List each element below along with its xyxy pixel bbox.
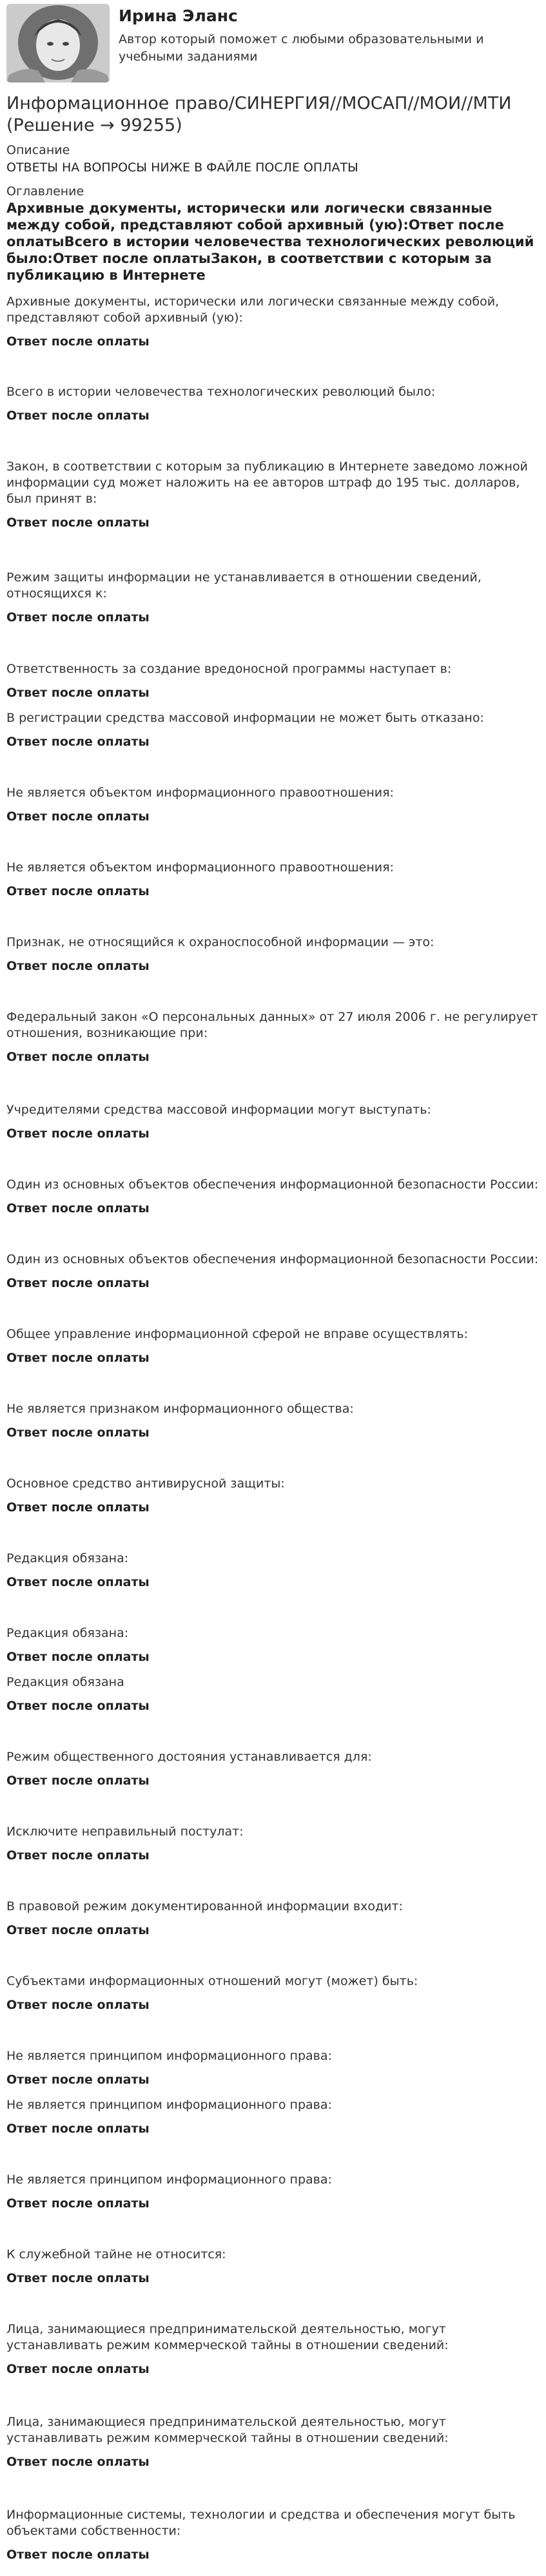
question-text: Признак, не относящийся к охраноспособной информации — это: xyxy=(6,935,434,949)
answer-placeholder: Ответ после оплаты xyxy=(6,809,150,824)
answer-placeholder: Ответ после оплаты xyxy=(6,959,150,973)
qa-item xyxy=(6,935,541,974)
qa-item xyxy=(6,2172,541,2211)
answer-placeholder: Ответ после оплаты xyxy=(6,334,150,349)
answer-placeholder: Ответ после оплаты xyxy=(6,1650,150,1664)
answer-placeholder: Ответ после оплаты xyxy=(6,1426,150,1440)
qa-item xyxy=(6,1476,541,1515)
author-description: Автор который поможет с любыми образовательными и учебными заданиями xyxy=(119,32,484,64)
answer-placeholder: Ответ после оплаты xyxy=(6,1699,150,1713)
qa-item xyxy=(6,2247,541,2286)
qa-item xyxy=(6,570,541,625)
answer-placeholder: Ответ после оплаты xyxy=(6,2073,150,2087)
question-text: Всего в истории человечества технологических революций было: xyxy=(6,385,436,399)
question-text: Не является объектом информационного правоотношения: xyxy=(6,786,394,800)
answer-placeholder: Ответ после оплаты xyxy=(6,735,150,749)
answer-placeholder: Ответ после оплаты xyxy=(6,1774,150,1788)
qa-item xyxy=(6,1973,541,2013)
qa-item xyxy=(6,1625,541,1665)
question-text: Исключите неправильный постулат: xyxy=(6,1825,244,1839)
qa-item xyxy=(6,1326,541,1366)
qa-item xyxy=(6,2321,541,2377)
question-text: Не является принципом информационного права: xyxy=(6,2098,332,2112)
question-text: В регистрации средства массовой информации не может быть отказано: xyxy=(6,711,484,725)
question-text: К служебной тайне не относится: xyxy=(6,2247,226,2261)
qa-item xyxy=(6,1009,541,1065)
qa-item xyxy=(6,1177,541,1216)
avatar-photo xyxy=(6,4,110,82)
question-text: Лица, занимающиеся предпринимательской деятельностью, могут устанавливать режим коммерческой тайны в отношении сведений: xyxy=(6,2415,449,2445)
answer-placeholder: Ответ после оплаты xyxy=(6,1050,150,1064)
question-text: Не является принципом информационного права: xyxy=(6,2173,332,2187)
answer-placeholder: Ответ после оплаты xyxy=(6,884,150,898)
question-text: Лица, занимающиеся предпринимательской деятельностью, могут устанавливать режим коммерческой тайны в отношении сведений: xyxy=(6,2322,449,2352)
qa-item xyxy=(6,1674,541,1714)
qa-item xyxy=(6,1252,541,1291)
qa-item xyxy=(6,2097,541,2136)
qa-item xyxy=(6,384,541,423)
qa-item xyxy=(6,2414,541,2470)
answer-placeholder: Ответ после оплаты xyxy=(6,1848,150,1863)
qa-item xyxy=(6,1749,541,1788)
qa-item xyxy=(6,785,541,824)
answer-placeholder: Ответ после оплаты xyxy=(6,1127,150,1141)
answer-placeholder: Ответ после оплаты xyxy=(6,2271,150,2285)
qa-item xyxy=(6,1824,541,1863)
answer-placeholder: Ответ после оплаты xyxy=(6,1500,150,1515)
answer-placeholder: Ответ после оплаты xyxy=(6,2122,150,2136)
question-text: Федеральный закон «О персональных данных» от 27 июля 2006 г. не регулирует отношения, возникающие при: xyxy=(6,1010,538,1040)
answer-placeholder: Ответ после оплаты xyxy=(6,1923,150,1937)
answer-placeholder: Ответ после оплаты xyxy=(6,1998,150,2012)
author-name[interactable]: Ирина Эланс xyxy=(119,6,238,25)
question-text: Основное средство антивирусной защиты: xyxy=(6,1477,285,1491)
qa-item xyxy=(6,710,541,750)
qa-item xyxy=(6,860,541,899)
question-text: Субъектами информационных отношений могут (может) быть: xyxy=(6,1974,418,1988)
author-avatar[interactable] xyxy=(6,4,110,82)
answer-placeholder: Ответ после оплаты xyxy=(6,2455,150,2469)
question-text: Не является объектом информационного правоотношения: xyxy=(6,860,394,875)
question-text: Один из основных объектов обеспечения информационной безопасности России: xyxy=(6,1177,539,1192)
qa-item xyxy=(6,1551,541,1590)
question-text: Не является признаком информационного общества: xyxy=(6,1402,354,1416)
qa-item xyxy=(6,1401,541,1440)
answer-placeholder: Ответ после оплаты xyxy=(6,2548,150,2562)
description-label: Описание xyxy=(6,143,70,157)
answer-placeholder: Ответ после оплаты xyxy=(6,686,150,700)
qa-item xyxy=(6,2048,541,2087)
toc-label: Оглавление xyxy=(6,184,84,199)
qa-item xyxy=(6,1102,541,1141)
qa-item xyxy=(6,2507,541,2562)
question-text: Архивные документы, исторически или логически связанные между собой, представляют собой архивный (ую): xyxy=(6,295,500,325)
question-text: Редакция обязана xyxy=(6,1675,124,1689)
author-header xyxy=(0,0,546,84)
qa-item xyxy=(6,294,541,349)
question-text: Ответственность за создание вредоносной программы наступает в: xyxy=(6,662,452,676)
question-text: Закон, в соответствии с которым за публикацию в Интернете заведомо ложной информации суд может наложить на ее авторов штраф до 195 тыс. долларов, был принят в: xyxy=(6,460,528,506)
answer-placeholder: Ответ после оплаты xyxy=(6,2196,150,2211)
answer-placeholder: Ответ после оплаты xyxy=(6,1575,150,1589)
question-text: Режим защиты информации не устанавливается в отношении сведений, относящихся к: xyxy=(6,570,482,601)
qa-item xyxy=(6,459,541,530)
question-text: В правовой режим документированной информации входит: xyxy=(6,1899,403,1913)
answer-placeholder: Ответ после оплаты xyxy=(6,516,150,530)
answer-placeholder: Ответ после оплаты xyxy=(6,1351,150,1365)
question-text: Редакция обязана: xyxy=(6,1551,129,1565)
question-text: Не является принципом информационного права: xyxy=(6,2049,332,2063)
qa-item xyxy=(6,661,541,701)
answer-placeholder: Ответ после оплаты xyxy=(6,610,150,625)
page-title: Информационное право/СИНЕРГИЯ//МОСАП//МОИ//МТИ (Решение → 99255) xyxy=(6,93,512,135)
question-text: Информационные системы, технологии и средства и обеспечения могут быть объектами собственности: xyxy=(6,2508,516,2538)
answer-placeholder: Ответ после оплаты xyxy=(6,409,150,423)
answer-placeholder: Ответ после оплаты xyxy=(6,2362,150,2376)
description-text: ОТВЕТЫ НА ВОПРОСЫ НИЖЕ В ФАЙЛЕ ПОСЛЕ ОПЛАТЫ xyxy=(6,160,358,175)
answer-placeholder: Ответ после оплаты xyxy=(6,1201,150,1215)
qa-item xyxy=(6,1899,541,1938)
question-text: Режим общественного достояния устанавливается для: xyxy=(6,1750,372,1764)
question-text: Общее управление информационной сферой не вправе осуществлять: xyxy=(6,1327,469,1341)
answer-placeholder: Ответ после оплаты xyxy=(6,1276,150,1290)
question-text: Один из основных объектов обеспечения информационной безопасности России: xyxy=(6,1252,539,1266)
question-text: Редакция обязана: xyxy=(6,1626,129,1640)
toc-text: Архивные документы, исторически или логически связанные между собой, представляют собой архивный (ую):Ответ после оплатыВсего в истории человечества технологических революций было:Ответ после оплатыЗакон, в соответствии с которым за публикацию в Интернете xyxy=(6,200,534,283)
question-text: Учредителями средства массовой информации могут выступать: xyxy=(6,1103,431,1117)
